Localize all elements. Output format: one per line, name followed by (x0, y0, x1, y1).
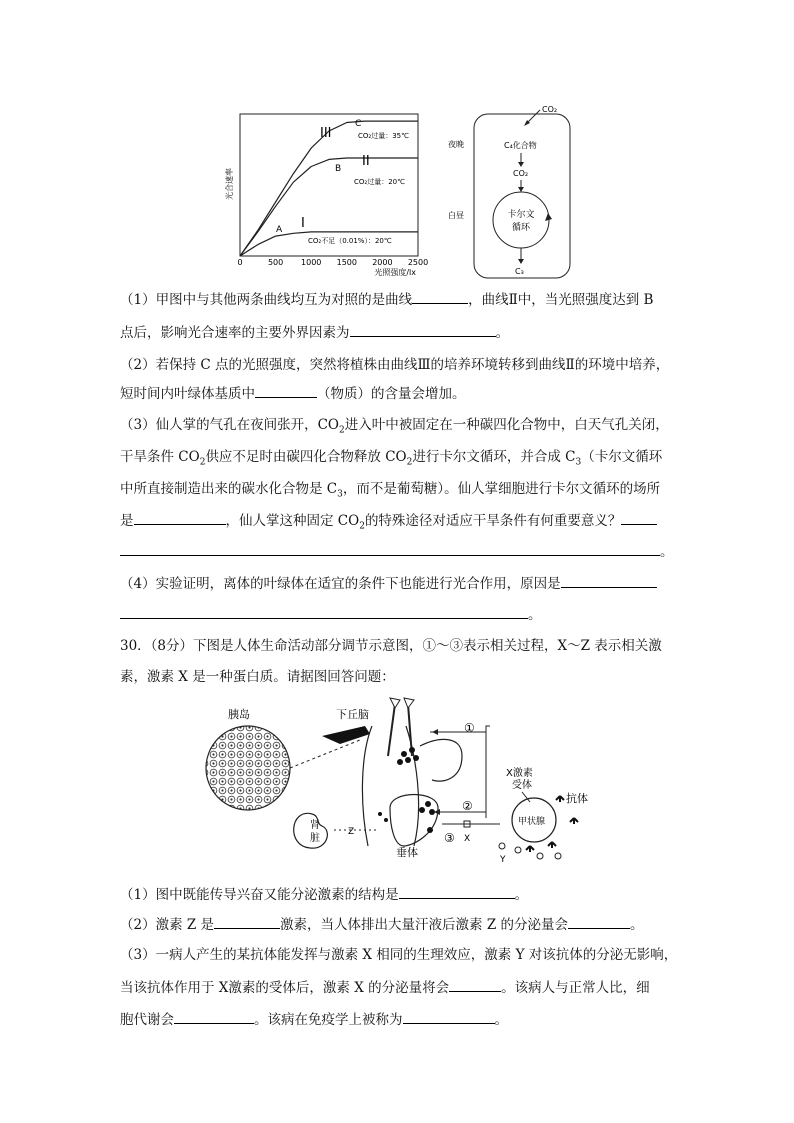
hypothalamus-nucleus (322, 726, 370, 744)
q29-part1-line1: （1）甲图中与其他两条曲线均互为对照的是曲线 ，曲线Ⅱ中，当光照强度达到 B (120, 289, 653, 310)
night-label: 夜晚 (448, 140, 464, 149)
curve-I-condition: CO₂不足（0.01%）：20℃ (308, 237, 392, 245)
q29-part1-line2: 点后，影响光合速率的主要外界因素为 。 (120, 322, 509, 343)
q30-part3-line1: （3）一病人产生的某抗体能发挥与激素 X 相同的生理效应，激素 Y 对该抗体的分泌无影响， (120, 947, 678, 963)
blank-q30-3a[interactable] (449, 977, 501, 992)
co2-to-cycle-arrowhead (518, 187, 524, 192)
co2-mid-label: CO₂ (513, 169, 529, 178)
arrow-tip-2 (404, 698, 414, 708)
arrow-tip-1 (390, 698, 400, 708)
x-receptor-label-2: 受体 (512, 780, 532, 791)
q29-part2-line1: （2）若保持 C 点的光照强度，突然将植株由曲线Ⅲ的培养环境转移到曲线Ⅱ的环境中培养， (120, 357, 670, 373)
q30-intro-line2: 素，激素 X 是一种蛋白质。请据图回答问题： (120, 669, 395, 685)
kidney-label-2: 脏 (310, 833, 320, 844)
antibody-label: 抗体 (566, 792, 588, 805)
hormone-Z-label: Z (348, 827, 355, 837)
pituitary-upper-loop (420, 739, 462, 781)
q29-part4-line2: 。 (120, 604, 542, 625)
x-axis-label: 光照强度/lx (374, 268, 416, 277)
blank-q30-2a[interactable] (214, 914, 280, 929)
co2-top-label: CO₂ (542, 105, 558, 114)
calvin-label-2: 循环 (511, 223, 531, 233)
blank-q30-2b[interactable] (568, 914, 630, 929)
q30-part2: （2）激素 Z 是 激素，当人体排出大量汗液后激素 Z 的分泌量会 。 (120, 914, 644, 935)
point-C-label: C (355, 119, 362, 129)
q29-part3-line3: 中所直接制造出来的碳水化合物是 $C_3$，而不是葡萄糖）。仙人掌细胞进行卡尔文循环的场所 (120, 481, 661, 500)
pituitary-gland (390, 795, 438, 847)
hormone-Y-label: Y (500, 855, 506, 865)
q29-part4-line1: （4）实验证明，离体的叶绿体在适宜的条件下也能进行光合作用，原因是 (120, 573, 657, 594)
x-tick-label: 2000 (372, 258, 393, 267)
process-1-label: ① (464, 721, 475, 735)
pituitary-label: 垂体 (396, 846, 418, 859)
blank-q29-1b[interactable] (350, 322, 496, 337)
blank-q29-3a[interactable] (134, 510, 226, 525)
q29-part3-line1: （3）仙人掌的气孔在夜间张开，$CO_2$进入叶中被固定在一种碳四化合物中，白天气孔关闭， (120, 417, 669, 436)
feedback-arrowhead-1 (432, 729, 438, 735)
cam-diagram (444, 100, 580, 282)
day-label: 白昼 (448, 211, 464, 220)
blank-q29-4a[interactable] (561, 573, 657, 588)
pancreas-dashed-line (290, 740, 360, 768)
x-ticks-group (237, 258, 428, 267)
q29-part2-line2: 短时间内叶绿体基质中 （物质）的含量会增加。 (120, 383, 466, 404)
x-receptor-label-1: X激素 (506, 768, 533, 779)
pituitary-cells (378, 801, 435, 833)
x-tick-label: 1500 (336, 258, 357, 267)
q29-part3-line4: 是 ，仙人掌这种固定 $CO_2$的特殊途径对适应干旱条件有何重要意义？ (120, 510, 657, 537)
upward-arrows (388, 704, 412, 756)
c4-compound-label: C₄化合物 (504, 141, 537, 150)
point-B-label: B (335, 164, 342, 174)
c4-arrowhead (518, 162, 524, 167)
blank-q29-1a[interactable] (412, 289, 468, 304)
blank-q29-3c[interactable] (120, 541, 660, 556)
q30-part1: （1）图中既能传导兴奋又能分泌激素的结构是 。 (120, 884, 528, 905)
blank-q29-4b[interactable] (120, 604, 528, 619)
c3-label: C₃ (515, 267, 524, 276)
y-axis-label: 光合速率 (225, 168, 234, 200)
process-3-label: ③ (444, 831, 455, 845)
calvin-label-1: 卡尔文 (507, 210, 535, 220)
hormone-X-label: X (464, 834, 471, 844)
x-tick-label: 0 (237, 258, 243, 267)
x-tick-label: 1000 (301, 258, 322, 267)
calvin-cycle-circle (493, 192, 549, 248)
pancreas-label: 胰岛 (228, 708, 250, 721)
x-tick-label: 500 (267, 258, 284, 267)
kidney-label-1: 肾 (310, 820, 320, 831)
blank-q30-3b[interactable] (174, 1009, 254, 1024)
q29-part3-line5: 。 (120, 541, 674, 562)
cycle-direction-arrowhead (545, 213, 552, 221)
q30-intro-line1: 30．（8分）下图是人体生命活动部分调节示意图，①～③表示相关过程，X～Z 表示相关激 (120, 638, 662, 654)
point-A-label: A (276, 225, 283, 235)
blank-q29-2[interactable] (255, 383, 317, 398)
curve-III (240, 121, 418, 256)
photosynthesis-chart (224, 112, 430, 280)
curve-III-condition: CO₂过量：35℃ (358, 132, 409, 140)
curve-II-condition: CO₂过量：20℃ (354, 178, 405, 186)
curves-group (240, 121, 418, 256)
neuron-cluster (397, 747, 419, 765)
curve-II-label: II (362, 154, 370, 169)
q30-part3-line3: 胞代谢会 。该病在免疫学上被称为 。 (120, 1009, 508, 1030)
hypothalamus-label: 下丘脑 (336, 708, 369, 721)
thyroid-label: 甲状腺 (518, 817, 546, 827)
pancreas-islet-image (206, 726, 290, 810)
blank-q30-1[interactable] (399, 884, 515, 899)
endocrine-diagram (200, 696, 610, 874)
c3-arrowhead (518, 259, 524, 264)
blank-q29-3b[interactable] (621, 510, 657, 525)
cell-outline (474, 114, 570, 278)
q30-part3-line2: 当该抗体作用于 X激素的受体后，激素 X 的分泌量将会 。该病人与正常人比，细 (120, 977, 650, 998)
curve-I-label: I (301, 216, 305, 231)
blank-q30-3c[interactable] (403, 1009, 495, 1024)
curve-III-label: III (320, 126, 332, 141)
process-2-label: ② (462, 799, 473, 813)
x-tick-label: 2500 (407, 258, 429, 267)
q29-part3-line2: 干旱条件 $CO_2$供应不足时由碳四化合物释放 $CO_2$进行卡尔文循环，并合成 $C_3$（卡尔文循环 (120, 449, 663, 468)
